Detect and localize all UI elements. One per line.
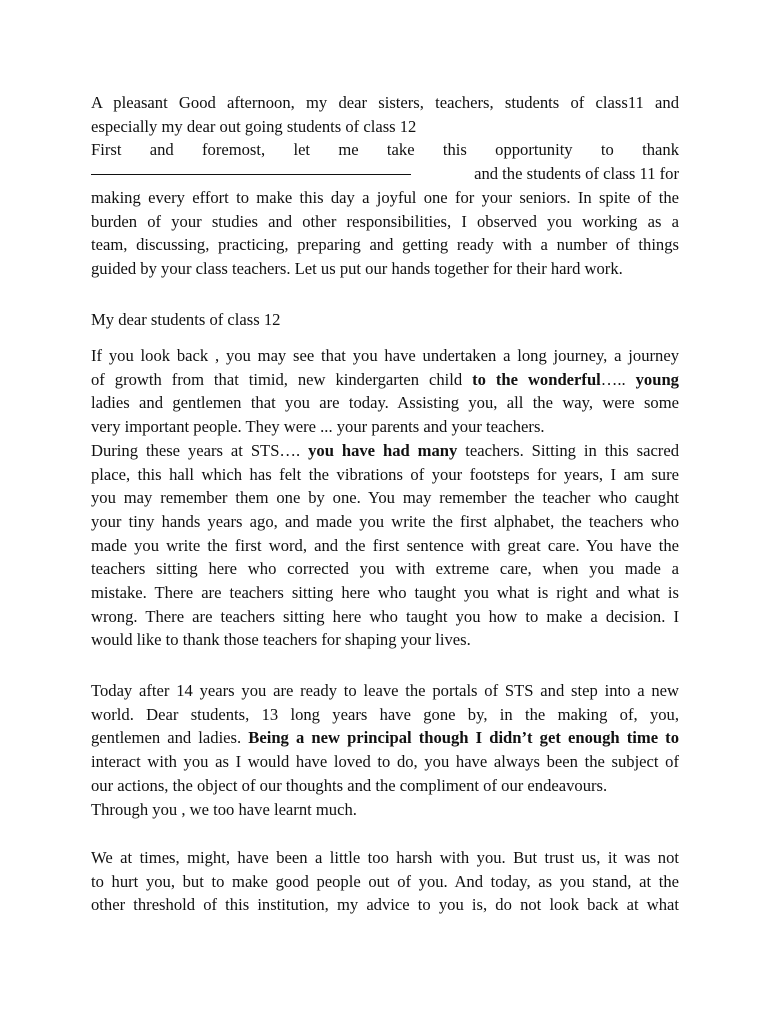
graduation-paragraph xyxy=(91,679,679,821)
text-line: My dear students of class 12 xyxy=(91,310,281,329)
text-line: would like to thank those teachers for shaping your lives. xyxy=(91,630,471,650)
text-fragment: ….. xyxy=(600,369,636,389)
text-line: to hurt you, but to make good people out of you. And today, as you stand, at the xyxy=(91,871,679,891)
text-line: Today after 14 years you are ready to leave the portals of STS and step into a new xyxy=(91,681,679,700)
bold-fragment: young xyxy=(635,369,679,389)
text-line xyxy=(91,726,679,750)
text-fragment: teachers. Sitting in this sacred xyxy=(457,440,679,460)
text-line: Through you , we too have learnt much. xyxy=(91,799,357,819)
text-line: making every effort to make this day a joyful one for your seniors. In spite of the xyxy=(91,187,679,207)
text-line xyxy=(91,439,679,463)
text-fragment: gentlemen and ladies. xyxy=(91,728,249,748)
text-fragment: of growth from that timid, new kindergarten child xyxy=(91,369,473,389)
text-line: We at times, might, have been a little too harsh with you. But trust us, it was not xyxy=(91,848,679,867)
text-line xyxy=(91,162,679,186)
text-line: our actions, the object of our thoughts and the compliment of our endeavours. xyxy=(91,775,608,795)
advice-paragraph xyxy=(91,846,679,917)
bold-fragment: to the wonderful xyxy=(472,369,601,389)
text-line: interact with you as I would have loved to do, you have always been the subject of xyxy=(91,752,679,772)
text-fragment: and the students of class 11 for xyxy=(474,164,679,184)
journey-paragraph xyxy=(91,344,679,652)
text-line: other threshold of this institution, my advice to you is, do not look back at what xyxy=(91,895,679,915)
opening-paragraph xyxy=(91,91,679,281)
bold-fragment: you have had many xyxy=(308,440,458,460)
text-line: If you look back , you may see that you have undertaken a long journey, a journey xyxy=(91,346,679,365)
text-line: mistake. There are teachers sitting here who taught you what is right and what is xyxy=(91,583,679,603)
text-line: your tiny hands years ago, and made you write the first alphabet, the teachers who xyxy=(91,511,679,531)
text-line: First and foremost, let me take this opportunity to thank xyxy=(91,140,679,160)
fill-in-blank xyxy=(91,162,411,175)
text-line: teachers sitting here who corrected you with extreme care, when you made a xyxy=(91,559,679,579)
text-line: team, discussing, practicing, preparing and getting ready with a number of things xyxy=(91,235,679,255)
text-line: ladies and gentlemen that you are today. Assisting you, all the way, were some xyxy=(91,393,679,413)
text-line: world. Dear students, 13 long years have gone by, in the making of, you, xyxy=(91,704,679,724)
text-line: you may remember them one by one. You may remember the teacher who caught xyxy=(91,488,679,508)
text-line: A pleasant Good afternoon, my dear sisters, teachers, students of class11 and xyxy=(91,93,679,112)
text-line: guided by your class teachers. Let us put our hands together for their hard work. xyxy=(91,258,623,278)
text-line: very important people. They were ... your parents and your teachers. xyxy=(91,417,545,437)
bold-fragment: Being a new principal though I didn’t get enough time to xyxy=(248,728,680,748)
text-line: especially my dear out going students of class 12 xyxy=(91,116,417,136)
text-line: wrong. There are teachers sitting here who taught you how to make a decision. I xyxy=(91,606,679,626)
text-line xyxy=(91,368,679,392)
salutation-paragraph xyxy=(91,308,679,332)
text-fragment: During these years at STS…. xyxy=(91,440,309,460)
text-line: made you write the first word, and the first sentence with great care. You have the xyxy=(91,535,679,555)
text-line: burden of your studies and other responsibilities, I observed you working as a xyxy=(91,211,679,231)
text-line: place, this hall which has felt the vibrations of your footsteps for years, I am sure xyxy=(91,464,679,484)
